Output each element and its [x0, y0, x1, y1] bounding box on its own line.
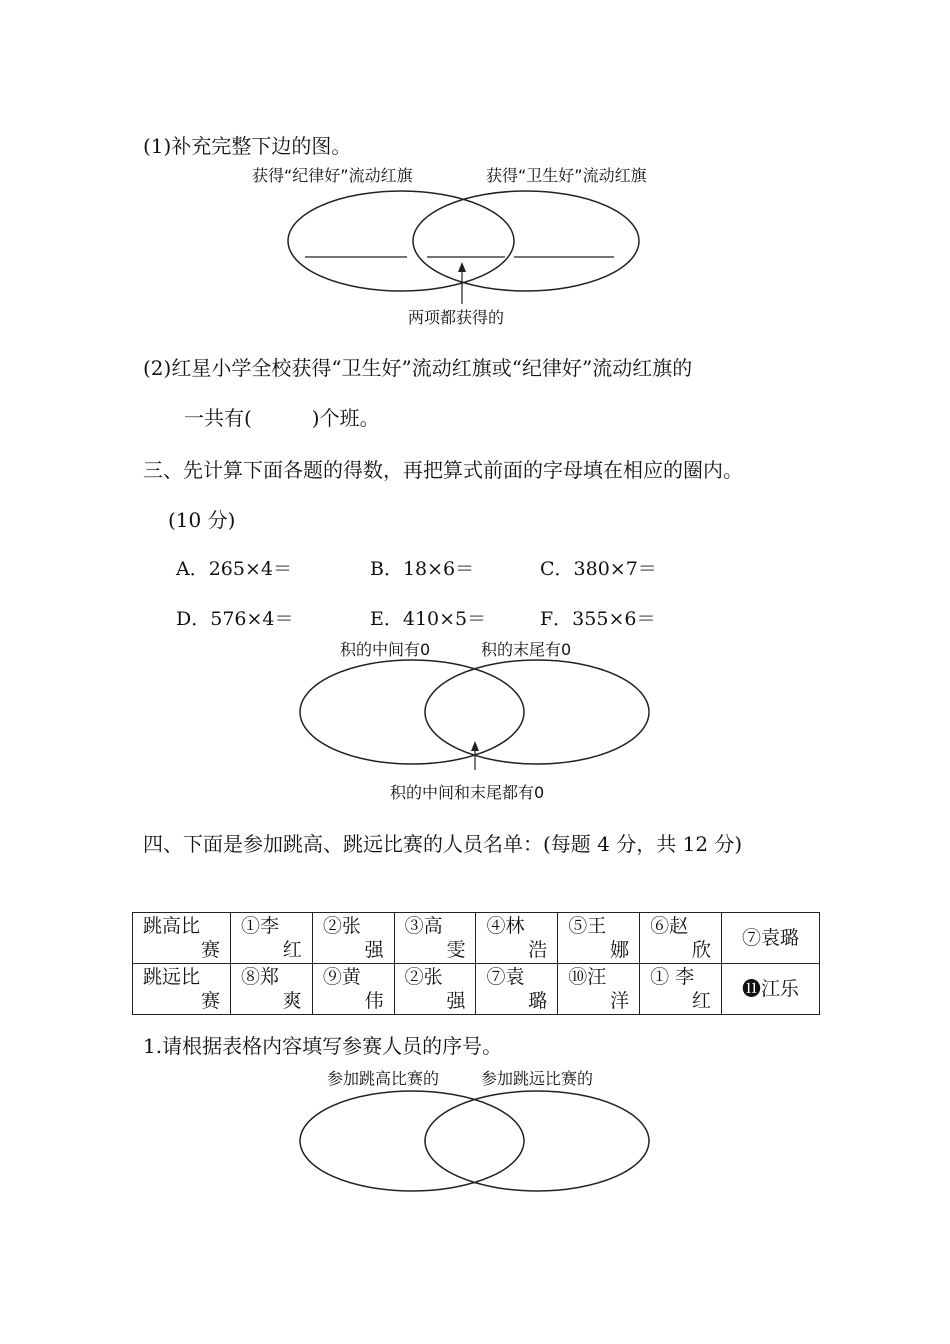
participants-table — [132, 912, 820, 1015]
venn1-bottom-label: 两项都获得的 — [408, 308, 505, 327]
cell-line2: 强 — [446, 990, 466, 1012]
table-cell — [476, 913, 558, 964]
venn2-right-label: 积的末尾有0 — [481, 640, 572, 659]
table-cell — [640, 964, 722, 1015]
cell-line2: 洋 — [610, 990, 630, 1012]
cell-line1: ②张 — [322, 915, 361, 937]
venn-diagram-3 — [0, 1090, 950, 1200]
cell-line2: 红 — [282, 939, 302, 961]
row-header-line1: 跳高比 — [143, 915, 201, 937]
cell-line1: ②张 — [404, 966, 443, 988]
calc-item-f: F．355×6＝ — [540, 608, 656, 630]
table-cell — [312, 913, 394, 964]
cell-line1: ③高 — [404, 915, 443, 937]
question-2-2-line1: (2)红星小学全校获得“卫生好”流动红旗或“纪律好”流动红旗的 — [143, 356, 693, 380]
table-cell — [640, 913, 722, 964]
cell-line2: 欣 — [691, 939, 711, 961]
row-header — [133, 964, 231, 1015]
venn1-right-circle — [413, 191, 639, 291]
calc-item-e: E．410×5＝ — [370, 608, 487, 630]
row-header — [133, 913, 231, 964]
question-4-1: 1.请根据表格内容填写参赛人员的序号。 — [143, 1034, 503, 1058]
cell-line1: ⑤王 — [568, 915, 607, 937]
row-header-line2: 赛 — [200, 990, 220, 1012]
row-header-line2: 赛 — [200, 939, 220, 961]
cell-line1: ⑨黄 — [322, 966, 361, 988]
calc-item-a: A．265×4＝ — [176, 558, 292, 580]
cell-line2: 伟 — [364, 990, 384, 1012]
table-row-long-jump — [133, 964, 820, 1015]
venn3-right-label: 参加跳远比赛的 — [481, 1069, 594, 1088]
table-cell — [558, 964, 640, 1015]
venn3-right-circle — [425, 1091, 649, 1191]
venn1-right-label: 获得“卫生好”流动红旗 — [486, 166, 647, 185]
cell-line2: 爽 — [282, 990, 302, 1012]
venn3-left-circle — [300, 1091, 524, 1191]
table-cell — [394, 913, 476, 964]
venn2-bottom-label: 积的中间和末尾都有0 — [390, 783, 545, 802]
calc-item-d: D．576×4＝ — [176, 608, 294, 630]
section-three-score: (10 分) — [168, 508, 236, 532]
cell-line1: ⑧郑 — [240, 966, 279, 988]
table-cell — [230, 913, 312, 964]
venn3-left-label: 参加跳高比赛的 — [327, 1069, 440, 1088]
cell-line2: 强 — [364, 939, 384, 961]
table-row-high-jump — [133, 913, 820, 964]
venn2-left-label: 积的中间有0 — [340, 640, 431, 659]
question-2-2-line2: 一共有( )个班。 — [184, 406, 380, 430]
cell-line1: ⑦袁 — [486, 966, 525, 988]
cell-line2: 浩 — [528, 939, 548, 961]
venn1-left-circle — [288, 191, 514, 291]
venn2-left-circle — [300, 660, 524, 764]
calc-item-c: C．380×7＝ — [540, 558, 657, 580]
question-2-1: (1)补充完整下边的图。 — [143, 134, 352, 158]
row-header-line1: 跳远比 — [143, 966, 201, 988]
cell-line1: ④林 — [486, 915, 525, 937]
table-cell — [476, 964, 558, 1015]
venn1-arrow-head — [458, 262, 466, 272]
cell-line2: 娜 — [610, 939, 630, 961]
cell-line2: 璐 — [528, 990, 548, 1012]
table-cell — [394, 964, 476, 1015]
table-cell — [230, 964, 312, 1015]
venn2-arrow-head — [471, 741, 479, 751]
cell-line2: 红 — [691, 990, 711, 1012]
cell-line1: ① 李 — [650, 966, 695, 988]
section-three-title: 三、先计算下面各题的得数，再把算式前面的字母填在相应的圈内。 — [143, 458, 743, 482]
cell-line2: 雯 — [446, 939, 466, 961]
table-cell-last: ⓫江乐 — [721, 964, 819, 1015]
venn2-right-circle — [425, 660, 649, 764]
table-cell — [312, 964, 394, 1015]
calc-item-b: B．18×6＝ — [370, 558, 475, 580]
venn1-left-label: 获得“纪律好”流动红旗 — [252, 166, 413, 185]
table-cell-last: ⑦袁璐 — [721, 913, 819, 964]
table-cell — [558, 913, 640, 964]
section-four-title: 四、下面是参加跳高、跳远比赛的人员名单：(每题 4 分，共 12 分) — [143, 832, 743, 856]
cell-line1: ①李 — [240, 915, 279, 937]
venn-diagram-2 — [0, 660, 950, 780]
cell-line1: ⑥赵 — [650, 915, 689, 937]
cell-line1: ⑩汪 — [568, 966, 607, 988]
